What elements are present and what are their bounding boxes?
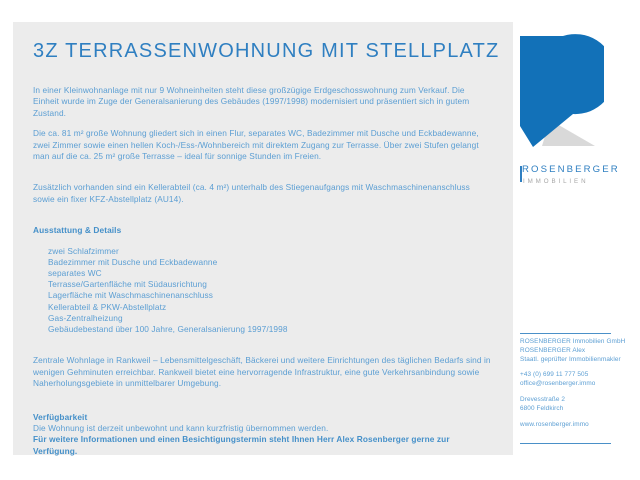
contact-phone: +43 (0) 699 11 777 505 — [520, 371, 589, 379]
feature-item: Terrasse/Gartenfläche mit Südausrichtung — [48, 279, 207, 290]
brand-name: ROSENBERGER — [522, 164, 620, 175]
contact-role: Staatl. geprüfter Immobilienmakler — [520, 355, 621, 363]
contact-city: 6800 Feldkirch — [520, 404, 564, 412]
features-section — [33, 225, 491, 335]
contact-email-link[interactable]: office@rosenberger.immo — [520, 380, 596, 388]
availability-heading: Verfügbarkeit — [33, 411, 88, 422]
brand-sidebar — [513, 0, 640, 480]
feature-item: Gebäudebestand über 100 Jahre, Generalsanierung 1997/1998 — [48, 324, 288, 335]
listing-exposé-panel — [13, 22, 513, 455]
contact-company-group — [520, 338, 635, 364]
brand-tagline: IMMOBILIEN — [523, 177, 589, 185]
feature-item: zwei Schlafzimmer — [48, 245, 119, 256]
contact-block — [520, 338, 635, 436]
features-list — [48, 246, 491, 336]
contact-website-link[interactable]: www.rosenberger.immo — [520, 420, 589, 428]
brand-lockup — [520, 164, 626, 185]
contact-company: ROSENBERGER Immobilien GmbH — [520, 338, 626, 345]
features-heading: Ausstattung & Details — [33, 225, 122, 236]
feature-item: Badezimmer mit Dusche und Eckbadewanne — [48, 256, 218, 267]
contact-street: Drevesstraße 2 — [520, 395, 566, 403]
contact-web-group — [520, 421, 635, 430]
feature-item: Gas-Zentralheizung — [48, 312, 123, 323]
feature-item: Kellerabteil & PKW-Abstellplatz — [48, 301, 167, 312]
contact-address-group — [520, 396, 635, 414]
feature-item: separates WC — [48, 268, 102, 279]
paragraph-extras: Zusätzlich vorhanden sind ein Kellerabteil (ca. 4 m²) unterhalb des Stiegenaufgangs mit Waschmaschinenanschluss sowie ein fixer KFZ-Abstellplatz (AU14). — [33, 182, 470, 204]
brand-tick-mark — [520, 166, 522, 182]
contact-comm-group — [520, 371, 635, 389]
contact-divider-bottom — [520, 443, 611, 444]
paragraph-location: Zentrale Wohnlage in Rankweil – Lebensmittelgeschäft, Bäckerei und weitere Einrichtungen des täglichen Bedarfs sind in wenigen Gehminuten erreichbar. Rankweil bietet eine hervorragende Infrastruktur, eine gute Verkehrsanbindung sowie Naherholungsgebiete in unmittelbarer Umgebung. — [33, 355, 491, 389]
paragraph-intro: In einer Kleinwohnanlage mit nur 9 Wohneinheiten steht diese großzügige Erdgeschosswohnung zum Verkauf. Die Einheit wurde im Zuge der Generalsanierung des Gebäudes (1997/1998) modernisiert und präsentiert sich in gutem Zustand. — [33, 85, 470, 118]
feature-item: Lagerfläche mit Waschmaschinenanschluss — [48, 290, 213, 301]
contact-agent: ROSENBERGER Alex — [520, 346, 586, 354]
contact-divider-top — [520, 333, 611, 334]
availability-section — [33, 412, 491, 435]
rosenberger-r-logo-icon — [520, 30, 604, 154]
contact-cta: Für weitere Informationen und einen Besichtigungstermin steht Ihnen Herr Alex Rosenberger gerne zur Verfügung. — [33, 434, 450, 456]
availability-text: Die Wohnung ist derzeit unbewohnt und kann kurzfristig übernommen werden. — [33, 422, 329, 433]
listing-title: 3Z TERRASSENWOHNUNG MIT STELLPLATZ — [33, 40, 500, 62]
paragraph-layout: Die ca. 81 m² große Wohnung gliedert sich in einen Flur, separates WC, Badezimmer mit Dusche und Eckbadewanne, zwei Zimmer sowie einen hellen Koch-/Ess-/Wohnbereich mit direktem Zugang zur Terrasse. Über zwei Stufen gelangt man auf die ca. 25 m² große Terrasse – ideal für sonnige Stunden im Freien. — [33, 128, 479, 162]
